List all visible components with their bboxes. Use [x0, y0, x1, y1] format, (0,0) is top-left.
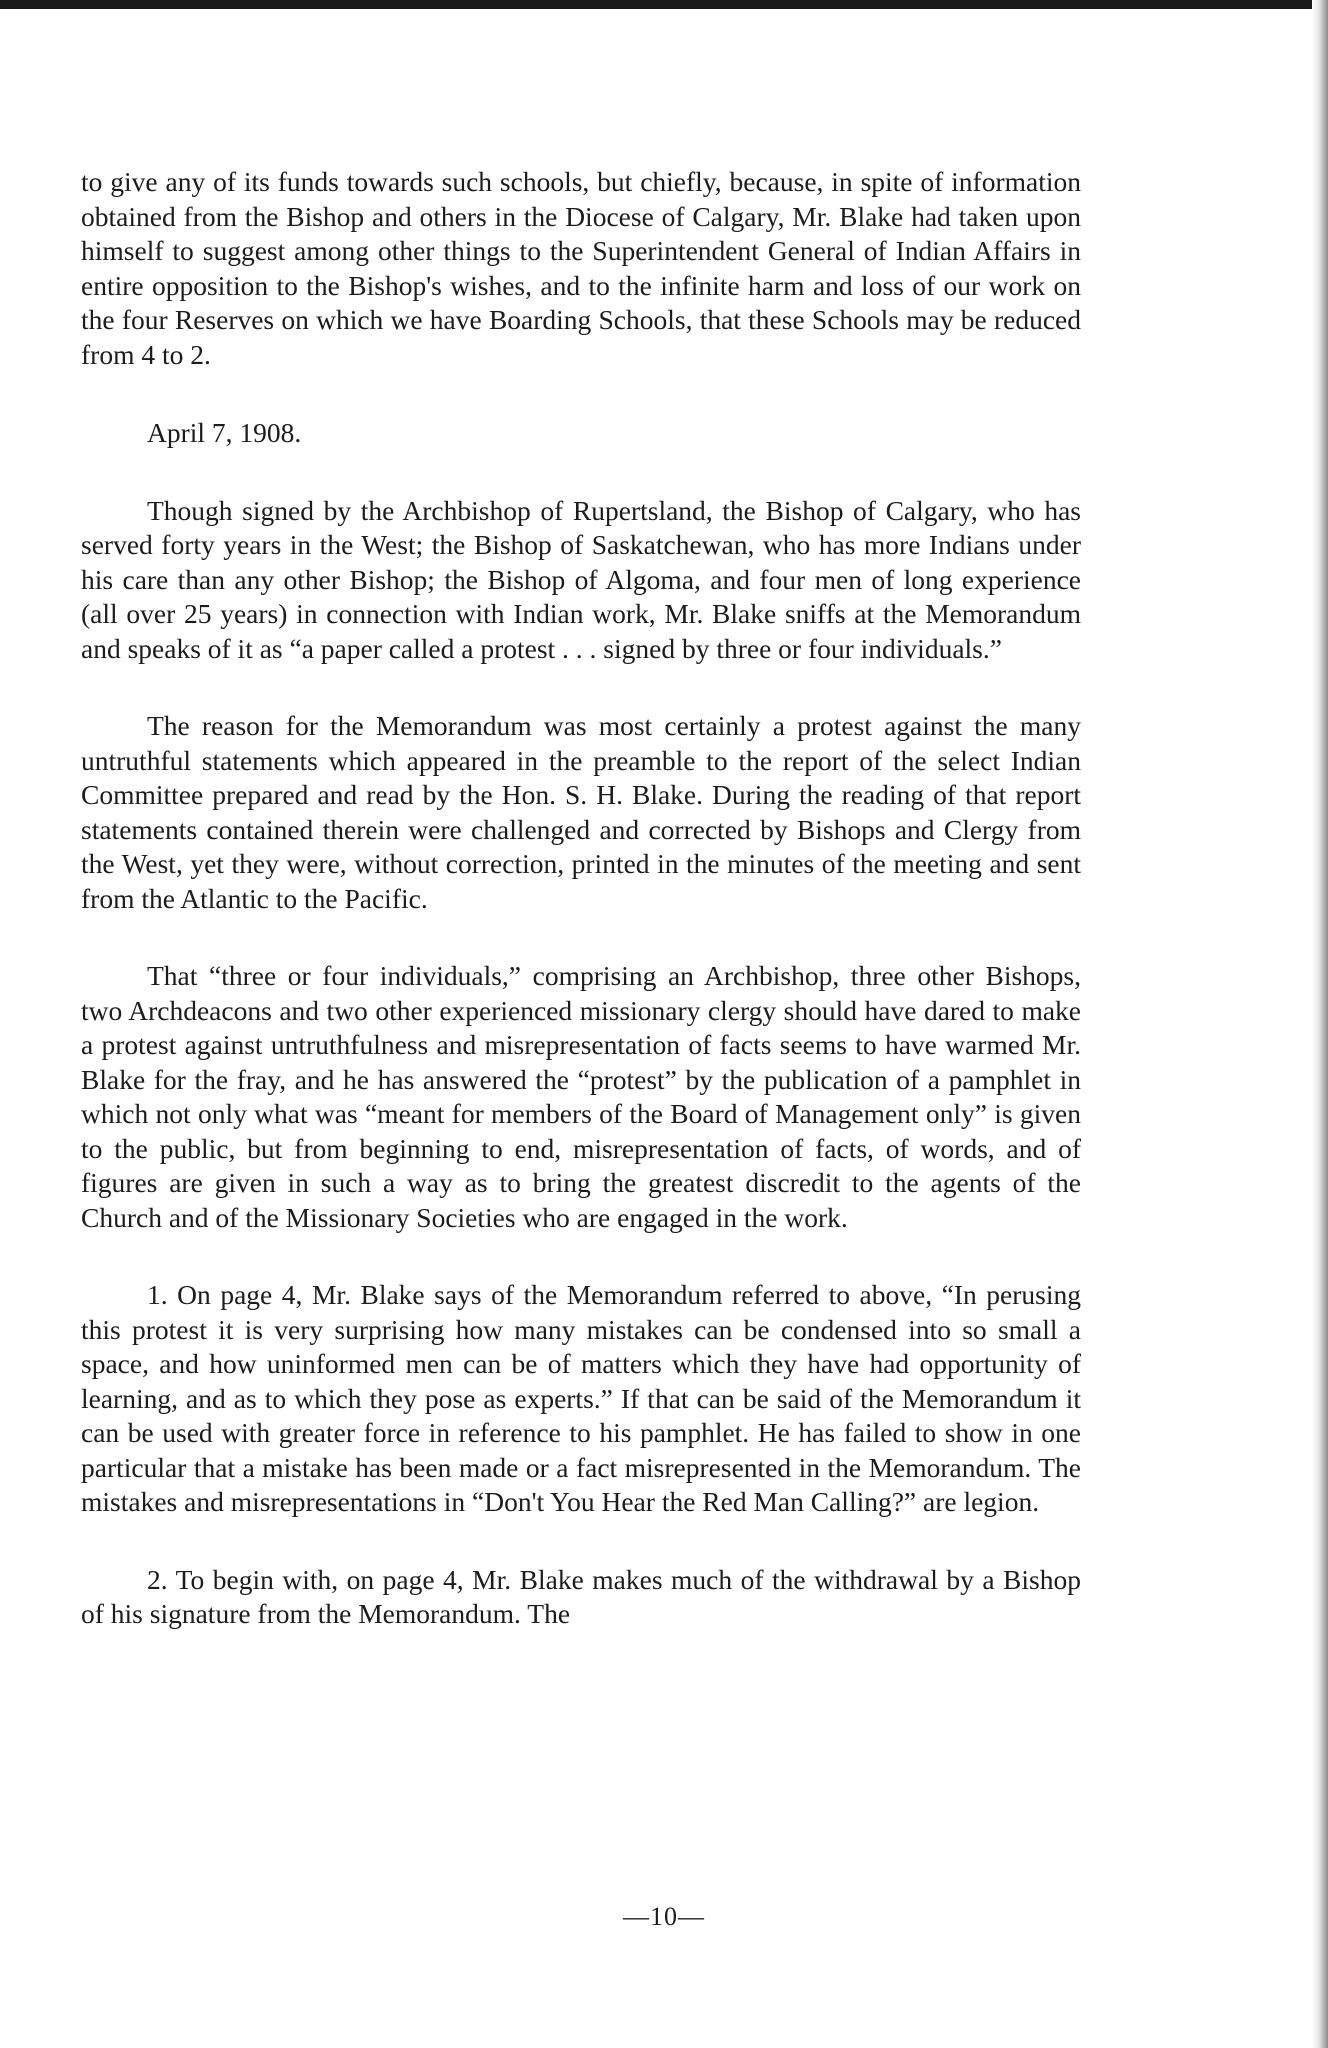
paragraph-individuals: That “three or four individuals,” comprising an Archbishop, three other Bishops, two Archdeacons and two other experienced missionary clergy should have dared to make a protest against untruthfulness and misrepresentation of facts seems to have warmed Mr. Blake for the fray, and he has answered the “protest” by the publication of a pamphlet in which not only what was “meant for members of the Board of Management only” is given to the public, but from beginning to end, misrepresentation of facts, of words, and of figures are given in such a way as to bring the greatest discredit to the agents of the Church and of the Missionary Societies who are engaged in the work.	[81, 960, 1081, 1233]
paragraph-continuation: to give any of its funds towards such schools, but chiefly, because, in spite of information obtained from the Bishop and others in the Diocese of Calgary, Mr. Blake had taken upon himself to suggest among other things to the Superintendent General of Indian Affairs in entire opposition to the Bishop's wishes, and to the infinite harm and loss of our work on the four Reserves on which we have Boarding Schools, that these Schools may be reduced from 4 to 2.	[81, 166, 1081, 370]
document-page	[81, 165, 1081, 1632]
date-line: April 7, 1908.	[147, 417, 302, 448]
paragraph-point-1: 1. On page 4, Mr. Blake says of the Memorandum referred to above, “In perusing this protest it is very surprising how many mistakes can be condensed into so small a space, and how uninformed men can be of matters which they have had opportunity of learning, and as to which they pose as experts.” If that can be said of the Memorandum it can be used with greater force in reference to his pamphlet. He has failed to show in one particular that a mistake has been made or a fact misrepresented in the Memorandum. The mistakes and misrepresentations in “Don't You Hear the Red Man Calling?” are legion.	[81, 1279, 1081, 1517]
scan-right-edge	[1312, 0, 1328, 2048]
paragraph-point-2: 2. To begin with, on page 4, Mr. Blake makes much of the withdrawal by a Bishop of his signature from the Memorandum. The	[81, 1563, 1081, 1629]
paragraph-signatories: Though signed by the Archbishop of Rupertsland, the Bishop of Calgary, who has served forty years in the West; the Bishop of Saskatchewan, who has more Indians under his care than any other Bishop; the Bishop of Algoma, and four men of long experience (all over 25 years) in connection with Indian work, Mr. Blake sniffs at the Memorandum and speaks of it as “a paper called a protest . . . signed by three or four individuals.”	[81, 494, 1081, 664]
paragraph-reason: The reason for the Memorandum was most certainly a protest against the many untruthful statements which appeared in the preamble to the report of the select Indian Committee prepared and read by the Hon. S. H. Blake. During the reading of that report statements contained therein were challenged and corrected by Bishops and Clergy from the West, yet they were, without correction, printed in the minutes of the meeting and sent from the Atlantic to the Pacific.	[81, 710, 1081, 914]
page-number: —10—	[623, 1902, 705, 1931]
scan-top-edge	[0, 0, 1328, 9]
